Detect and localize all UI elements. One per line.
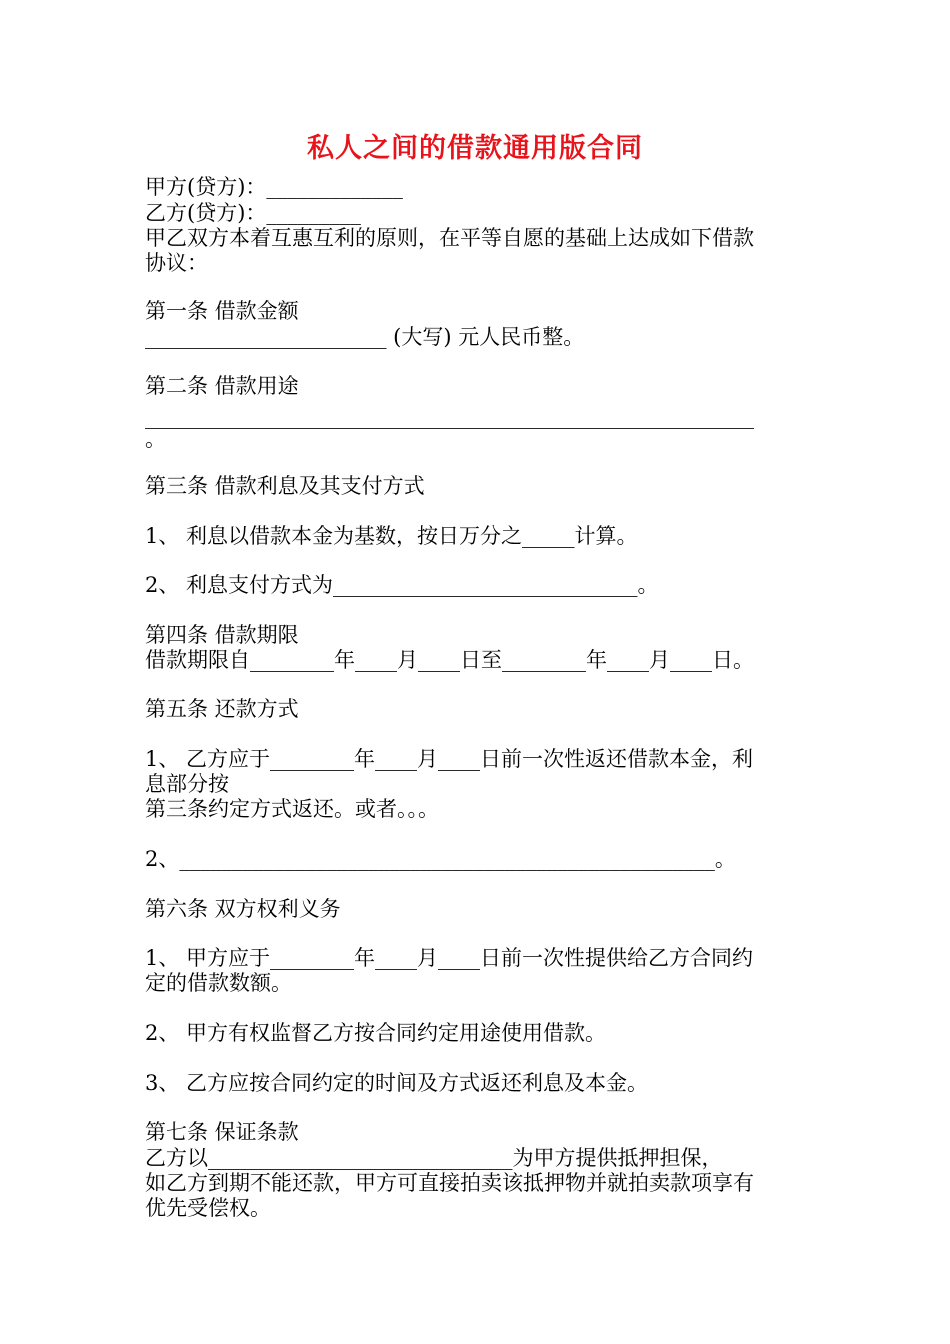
- article-3-item-2: 2、 利息支付方式为_____________________________。: [145, 573, 659, 597]
- party-a-line: 甲方(贷方)：_____________: [145, 175, 403, 199]
- document-title: 私人之间的借款通用版合同: [307, 133, 643, 164]
- article-1-heading: 第一条 借款金额: [145, 299, 299, 323]
- article-2-purpose-blank: __________________________________________________________: [145, 405, 754, 429]
- article-4-period: 借款期限自________年____月____日至________年____月____日。: [145, 648, 754, 672]
- article-5-item-2: 2、___________________________________________________。: [145, 847, 736, 871]
- preamble-line-1: 甲乙双方本着互惠互利的原则，在平等自愿的基础上达成如下借款: [145, 226, 754, 250]
- article-7-heading: 第七条 保证条款: [145, 1120, 299, 1144]
- article-6-heading: 第六条 双方权利义务: [145, 897, 341, 921]
- article-2-period: 。: [145, 427, 166, 451]
- party-b-line: 乙方(贷方)：_________: [145, 201, 361, 225]
- article-5-item-1-line-2: 息部分按: [145, 772, 229, 796]
- article-5-item-1-line-1: 1、 乙方应于________年____月____日前一次性返还借款本金，利: [145, 747, 754, 771]
- article-7-line-2: 如乙方到期不能还款，甲方可直接拍卖该抵押物并就拍卖款项享有: [145, 1171, 754, 1195]
- article-7-line-3: 优先受偿权。: [145, 1196, 271, 1220]
- article-4-heading: 第四条 借款期限: [145, 623, 299, 647]
- article-6-item-1-line-2: 定的借款数额。: [145, 971, 292, 995]
- article-5-heading: 第五条 还款方式: [145, 697, 299, 721]
- article-7-line-1: 乙方以_____________________________为甲方提供抵押担保，: [145, 1146, 723, 1170]
- article-5-item-1-line-3: 第三条约定方式返还。或者。。。: [145, 797, 439, 821]
- article-2-heading: 第二条 借款用途: [145, 374, 299, 398]
- article-6-item-2: 2、 甲方有权监督乙方按合同约定用途使用借款。: [145, 1021, 607, 1045]
- article-6-item-3: 3、 乙方应按合同约定的时间及方式返还利息及本金。: [145, 1071, 649, 1095]
- preamble-line-2: 协议：: [145, 251, 208, 275]
- article-1-amount: _______________________ (大写) 元人民币整。: [145, 325, 585, 349]
- article-6-item-1-line-1: 1、 甲方应于________年____月____日前一次性提供给乙方合同约: [145, 946, 754, 970]
- article-3-heading: 第三条 借款利息及其支付方式: [145, 474, 425, 498]
- article-3-item-1: 1、 利息以借款本金为基数，按日万分之_____计算。: [145, 524, 638, 548]
